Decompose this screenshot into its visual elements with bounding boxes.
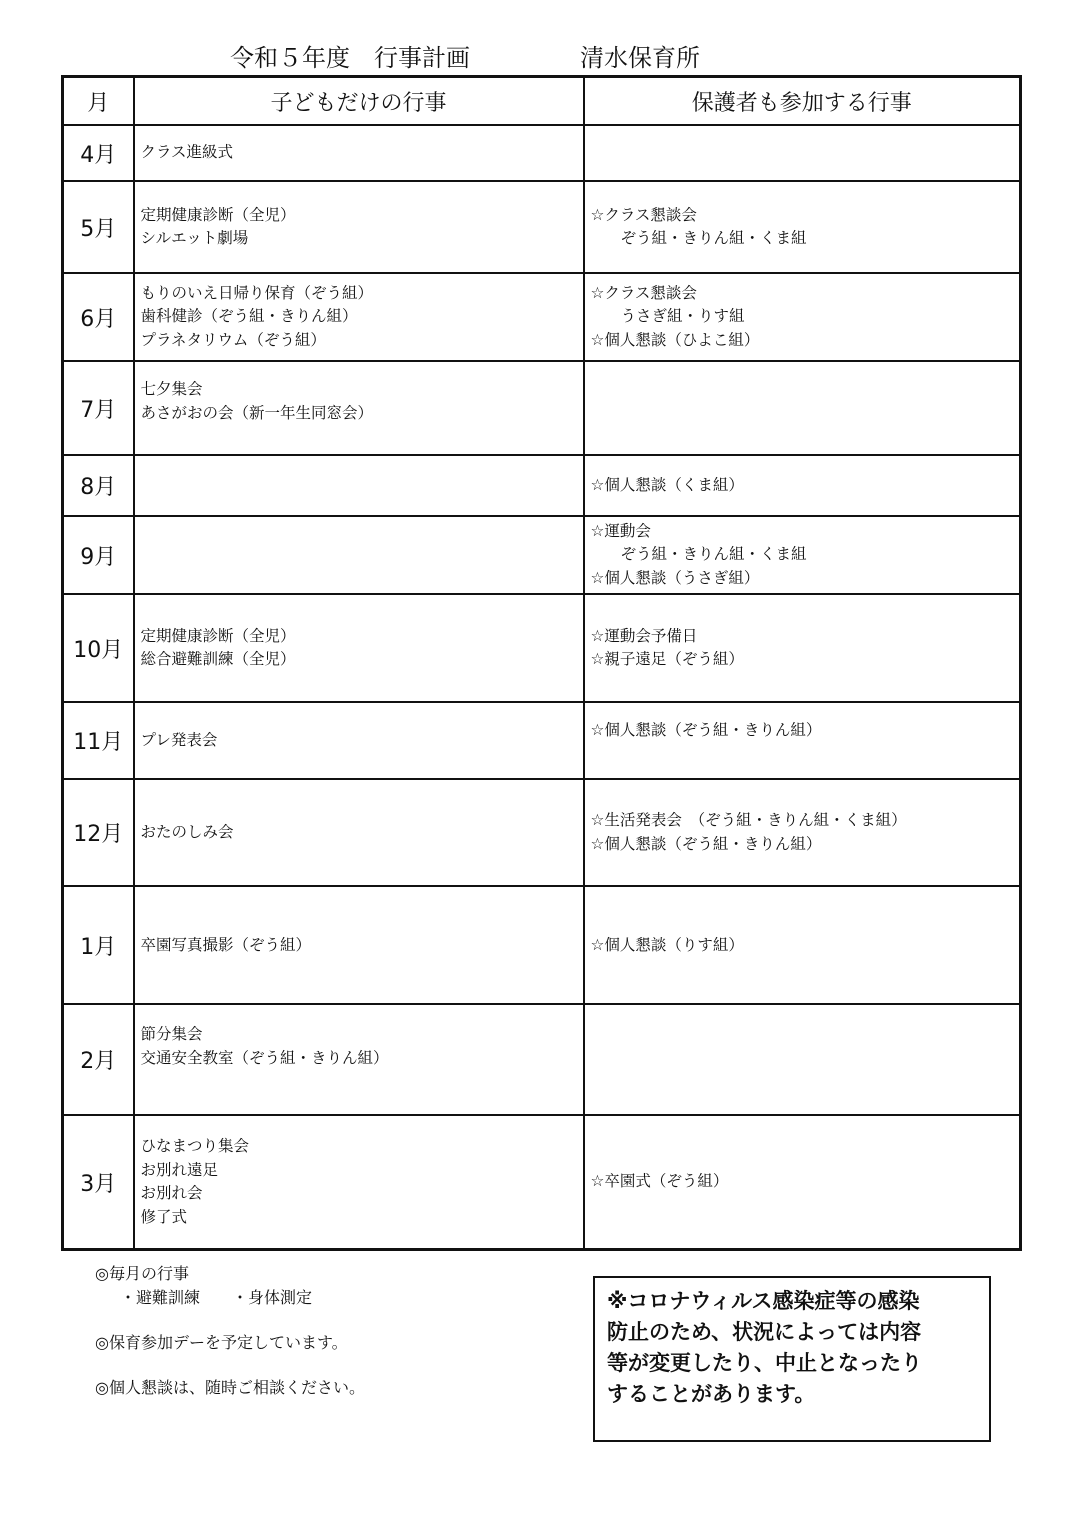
parent-events-cell <box>584 516 1021 594</box>
month-cell: 6月 <box>63 273 134 361</box>
event-line: ☆個人懇談（くま組） <box>590 475 744 494</box>
plan-title: 令和５年度 行事計画 <box>230 44 470 72</box>
event-line: ひなまつり集会 <box>140 1137 250 1156</box>
table-row <box>63 779 1021 886</box>
month-cell: 5月 <box>63 181 134 273</box>
month-cell: 12月 <box>63 779 134 886</box>
month-cell: 2月 <box>63 1004 134 1115</box>
table-row <box>63 516 1021 594</box>
event-line: もりのいえ日帰り保育（ぞう組） <box>140 283 374 302</box>
kids-events-cell <box>134 594 584 702</box>
event-line: お別れ遠足 <box>140 1160 219 1179</box>
event-line: 定期健康診断（全児） <box>140 626 296 645</box>
month-cell: 9月 <box>63 516 134 594</box>
event-line: 節分集会 <box>140 1025 203 1044</box>
event-line: ☆クラス懇談会 <box>590 205 697 224</box>
kids-events-cell <box>134 1115 584 1249</box>
event-line: ☆生活発表会 （ぞう組・きりん組・くま組） <box>590 811 907 830</box>
parent-events-cell <box>584 594 1021 702</box>
parent-events-cell <box>584 1115 1021 1249</box>
table-row <box>63 455 1021 516</box>
parent-events-cell <box>584 455 1021 516</box>
participation-day-note: ◎保育参加デーを予定しています。 <box>95 1333 348 1352</box>
monthly-events-items: ・避難訓練 ・身体測定 <box>120 1288 313 1307</box>
kids-events-cell <box>134 361 584 455</box>
parent-events-cell <box>584 1004 1021 1115</box>
kids-events-cell <box>134 779 584 886</box>
kids-events-cell <box>134 455 584 516</box>
table-row <box>63 886 1021 1004</box>
parent-events-cell <box>584 273 1021 361</box>
table-row <box>63 361 1021 455</box>
event-line: 七夕集会 <box>140 380 203 399</box>
header-month: 月 <box>63 77 134 126</box>
event-line: 交通安全教室（ぞう組・きりん組） <box>140 1048 389 1067</box>
kids-events-cell <box>134 516 584 594</box>
table-row <box>63 702 1021 779</box>
organization-name: 清水保育所 <box>580 44 700 72</box>
table-row <box>63 1115 1021 1249</box>
event-line: ☆親子遠足（ぞう組） <box>590 650 744 669</box>
event-line: ☆個人懇談（うさぎ組） <box>590 568 760 587</box>
warning-line: 防止のため、状況によっては内容 <box>607 1320 922 1344</box>
kids-events-cell <box>134 886 584 1004</box>
event-line: ☆運動会 <box>590 521 651 540</box>
parent-events-cell <box>584 886 1021 1004</box>
parent-events-cell <box>584 702 1021 779</box>
event-line: プレ発表会 <box>140 730 218 749</box>
event-line: シルエット劇場 <box>140 229 249 248</box>
event-line: おたのしみ会 <box>140 823 234 841</box>
header-parent-events: 保護者も参加する行事 <box>584 77 1021 126</box>
covid-warning-box <box>593 1276 991 1442</box>
month-cell: 1月 <box>63 886 134 1004</box>
event-plan-table <box>61 75 1022 1251</box>
notes-section <box>95 1262 565 1400</box>
event-line: ぞう組・きりん組・くま組 <box>620 545 807 564</box>
event-line: ☆個人懇談（ぞう組・きりん組） <box>590 721 822 740</box>
month-cell: 11月 <box>63 702 134 779</box>
event-line: うさぎ組・りす組 <box>620 307 745 326</box>
event-line: 修了式 <box>140 1207 188 1226</box>
event-line: ぞう組・きりん組・くま組 <box>620 229 807 248</box>
warning-line: することがあります。 <box>607 1382 816 1406</box>
parent-events-cell <box>584 125 1021 181</box>
kids-events-cell <box>134 125 584 181</box>
event-line: あさがおの会（新一年生同窓会） <box>140 403 374 422</box>
parent-events-cell <box>584 779 1021 886</box>
month-cell: 3月 <box>63 1115 134 1249</box>
event-line: ☆卒園式（ぞう組） <box>590 1172 729 1191</box>
warning-line: 等が変更したり、中止となったり <box>607 1351 922 1375</box>
month-cell: 10月 <box>63 594 134 702</box>
event-line: 総合避難訓練（全児） <box>140 650 296 669</box>
table-row <box>63 273 1021 361</box>
event-line: プラネタリウム（ぞう組） <box>140 330 326 349</box>
monthly-events-heading: ◎毎月の行事 <box>95 1264 189 1283</box>
event-line: 定期健康診断（全児） <box>140 205 296 224</box>
table-header-row <box>63 77 1021 126</box>
table-row <box>63 594 1021 702</box>
warning-line: ※コロナウィルス感染症等の感染 <box>607 1289 920 1313</box>
event-line: 卒園写真撮影（ぞう組） <box>140 935 312 954</box>
table-row <box>63 1004 1021 1115</box>
event-line: ☆個人懇談（ひよこ組） <box>590 330 760 349</box>
kids-events-cell <box>134 273 584 361</box>
month-cell: 8月 <box>63 455 134 516</box>
parent-events-cell <box>584 181 1021 273</box>
event-line: ☆個人懇談（ぞう組・きりん組） <box>590 834 822 853</box>
event-line: 歯科健診（ぞう組・きりん組） <box>140 307 358 326</box>
header-kids-events: 子どもだけの行事 <box>134 77 584 126</box>
month-cell: 7月 <box>63 361 134 455</box>
page-title <box>0 34 1080 74</box>
consultation-note: ◎個人懇談は、随時ご相談ください。 <box>95 1378 365 1397</box>
event-line: ☆個人懇談（りす組） <box>590 935 744 954</box>
event-line: ☆クラス懇談会 <box>590 283 697 302</box>
kids-events-cell <box>134 181 584 273</box>
event-line: お別れ会 <box>140 1184 203 1203</box>
kids-events-cell <box>134 1004 584 1115</box>
table-row <box>63 125 1021 181</box>
table-row <box>63 181 1021 273</box>
parent-events-cell <box>584 361 1021 455</box>
kids-events-cell <box>134 702 584 779</box>
event-line: クラス進級式 <box>140 143 234 162</box>
event-line: ☆運動会予備日 <box>590 626 698 645</box>
month-cell: 4月 <box>63 125 134 181</box>
